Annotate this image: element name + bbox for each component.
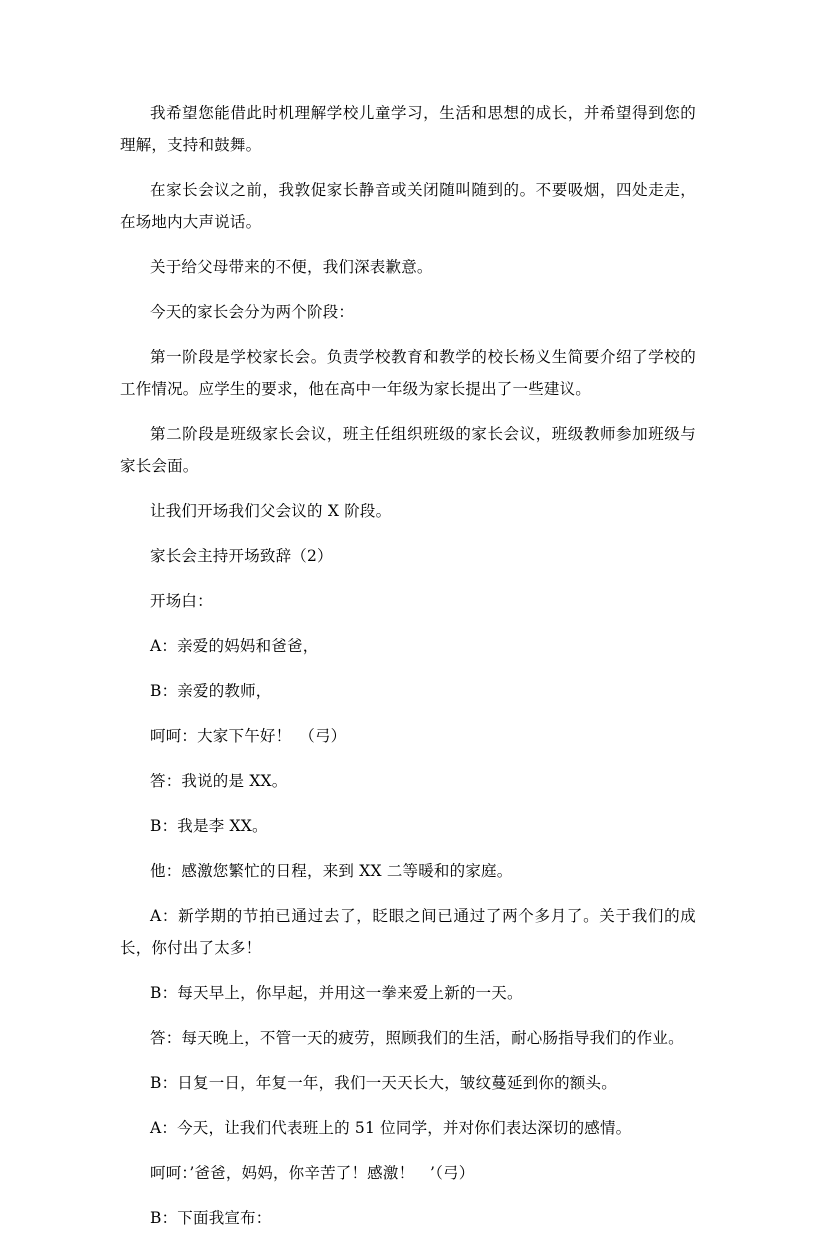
paragraph-6: 第二阶段是班级家长会议，班主任组织班级的家长会议，班级教师参加班级与家长会面。 (120, 425, 696, 475)
paragraph-3: 关于给父母带来的不便，我们深表歉意。 (150, 258, 433, 276)
paragraph-15: 他：感激您繁忙的日程，来到 XX 二等暖和的家庭。 (150, 862, 513, 880)
paragraph-10: A：亲爱的妈妈和爸爸， (150, 637, 319, 655)
paragraph-17: B：每天早上，你早起，并用这一拳来爱上新的一天。 (150, 984, 523, 1002)
paragraph-18: 答：每天晚上，不管一天的疲劳，照顾我们的生活，耐心肠指导我们的作业。 (150, 1029, 684, 1047)
paragraph-19: B：日复一日，年复一年，我们一天天长大，皱纹蔓延到你的额头。 (150, 1074, 617, 1092)
paragraph-16: A：新学期的节拍已通过去了，眨眼之间已通过了两个多月了。关于我们的成长，你付出了太多！ (120, 907, 696, 957)
paragraph-5: 第一阶段是学校家长会。负责学校教育和教学的校长杨义生简要介绍了学校的工作情况。应学生的要求，他在高中一年级为家长提出了一些建议。 (120, 348, 696, 398)
paragraph-13: 答：我说的是 XX。 (150, 772, 288, 790)
paragraph-11: B：亲爱的教师， (150, 682, 272, 700)
paragraph-2: 在家长会议之前，我敦促家长静音或关闭随叫随到的。不要吸烟，四处走走，在场地内大声说话。 (120, 181, 696, 231)
paragraph-1: 我希望您能借此时机理解学校儿童学习，生活和思想的成长，并希望得到您的理解，支持和鼓舞。 (120, 104, 696, 154)
paragraph-12: 呵呵：大家下午好！ （弓） (150, 727, 347, 745)
paragraph-22: B：下面我宣布： (150, 1209, 272, 1227)
paragraph-7: 让我们开场我们父会议的 X 阶段。 (150, 502, 392, 520)
paragraph-20: A：今天，让我们代表班上的 51 位同学，并对你们表达深切的感情。 (150, 1119, 632, 1137)
document-body (120, 97, 696, 1234)
paragraph-9: 开场白： (150, 592, 213, 610)
paragraph-21: 呵呵：’爸爸，妈妈，你辛苦了！感激！ ’（弓） (150, 1164, 475, 1182)
paragraph-14: B：我是李 XX。 (150, 817, 268, 835)
paragraph-8: 家长会主持开场致辞（2） (150, 547, 333, 565)
paragraph-4: 今天的家长会分为两个阶段： (150, 303, 355, 321)
